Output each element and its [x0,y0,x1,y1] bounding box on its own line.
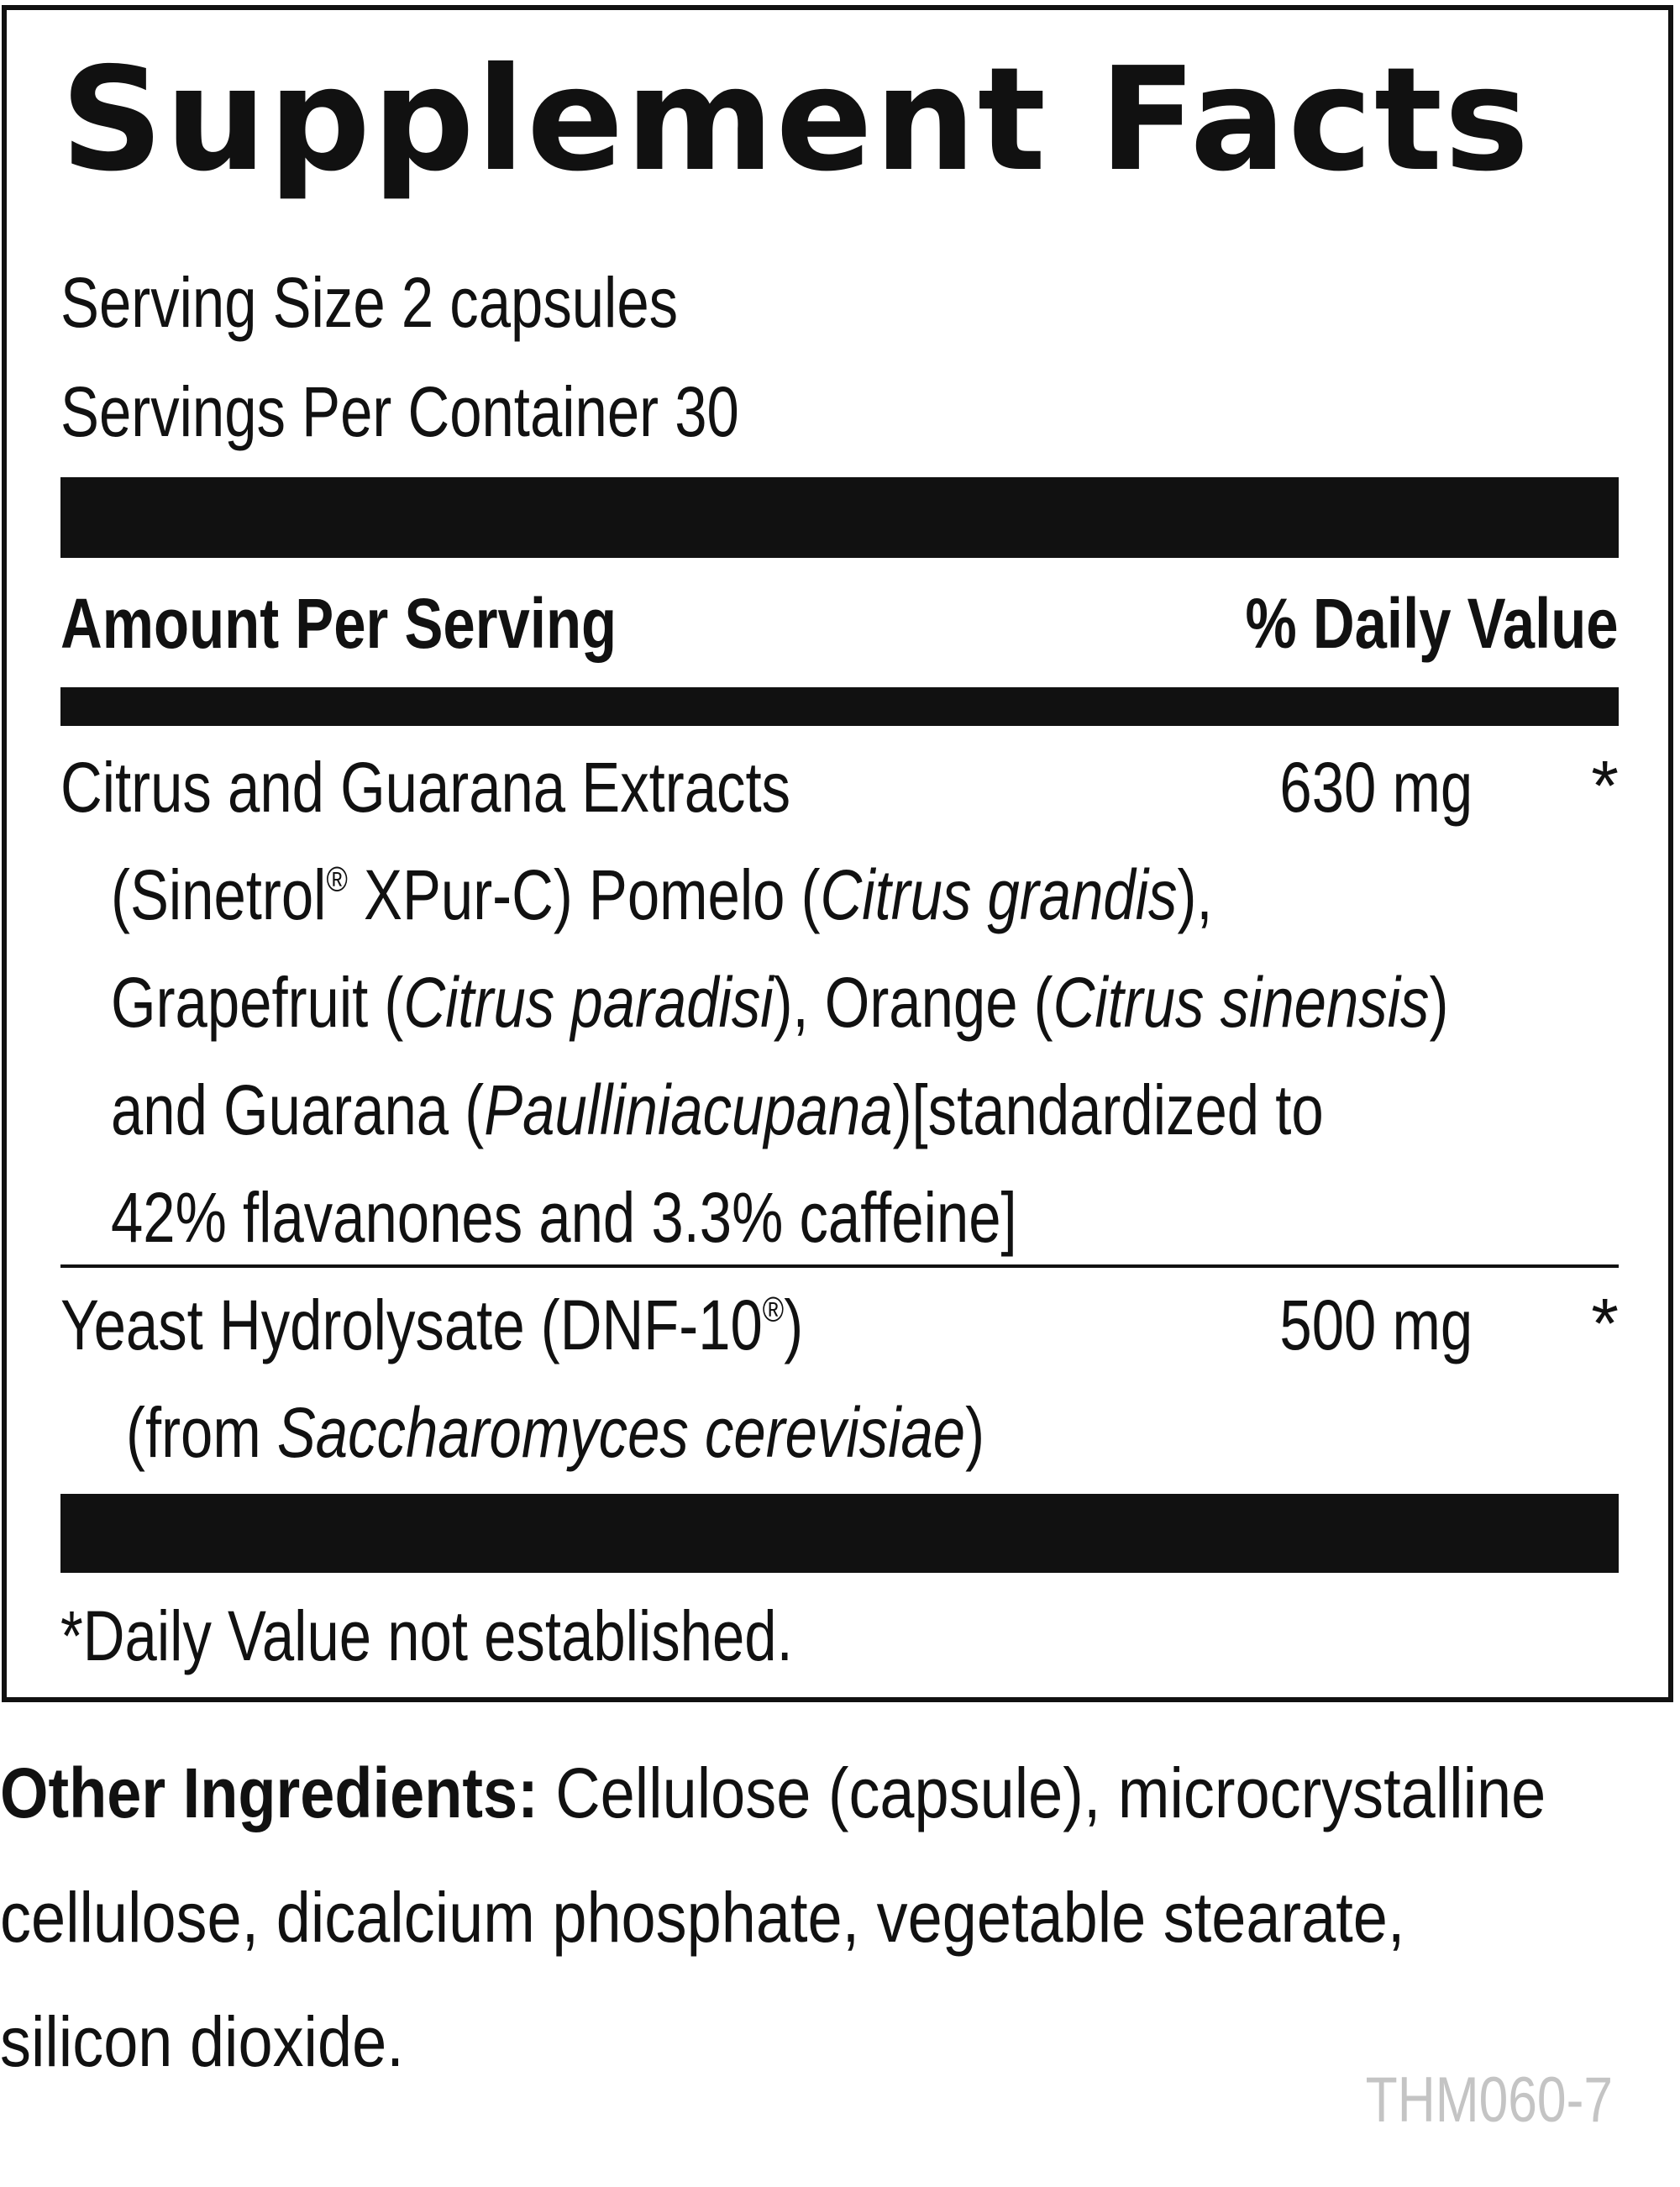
other-ingredients-text: Cellulose (capsule), microcrystalline [555,1753,1546,1832]
ingredient-daily-value: * [1591,1284,1619,1363]
ingredient-detail-line: 42% flavanones and 3.3% caffeine] [111,1178,1017,1257]
ingredient-daily-value: * [1591,746,1619,825]
other-ingredients-text: cellulose, dicalcium phosphate, vegetable stearate, [0,1878,1405,1957]
servings-per-container: Servings Per Container 30 [60,372,739,451]
ingredient-detail-line: (Sinetrol® XPur-C) Pomelo (Citrus grandis), [111,855,1213,934]
daily-value-header: % Daily Value [1245,584,1619,663]
ingredient-name: Yeast Hydrolysate (DNF-10®) [60,1285,804,1364]
ingredient-amount: 630 mg [1279,748,1473,827]
footnote: *Daily Value not established. [60,1596,793,1675]
medium-divider [60,687,1619,726]
ingredient-name: Citrus and Guarana Extracts [60,748,791,827]
other-ingredients-text: silicon dioxide. [0,2002,404,2081]
thick-divider-bottom [60,1494,1619,1573]
thin-divider [60,1264,1619,1268]
ingredient-detail-line: and Guarana (Paulliniacupana)[standardized to [111,1070,1324,1149]
other-ingredients [0,1731,1626,2104]
amount-per-serving-header: Amount Per Serving [60,584,617,663]
thick-divider-top [60,477,1619,558]
panel-title: Supplement Facts [60,37,1531,203]
product-code: THM060-7 [1365,2064,1613,2136]
serving-size: Serving Size 2 capsules [60,263,679,342]
ingredient-detail-line: (from Saccharomyces cerevisiae) [126,1393,985,1472]
ingredient-amount: 500 mg [1279,1285,1473,1364]
ingredient-detail-line: Grapefruit (Citrus paradisi), Orange (Citrus sinensis) [111,963,1449,1042]
other-ingredients-heading: Other Ingredients: [0,1753,538,1832]
